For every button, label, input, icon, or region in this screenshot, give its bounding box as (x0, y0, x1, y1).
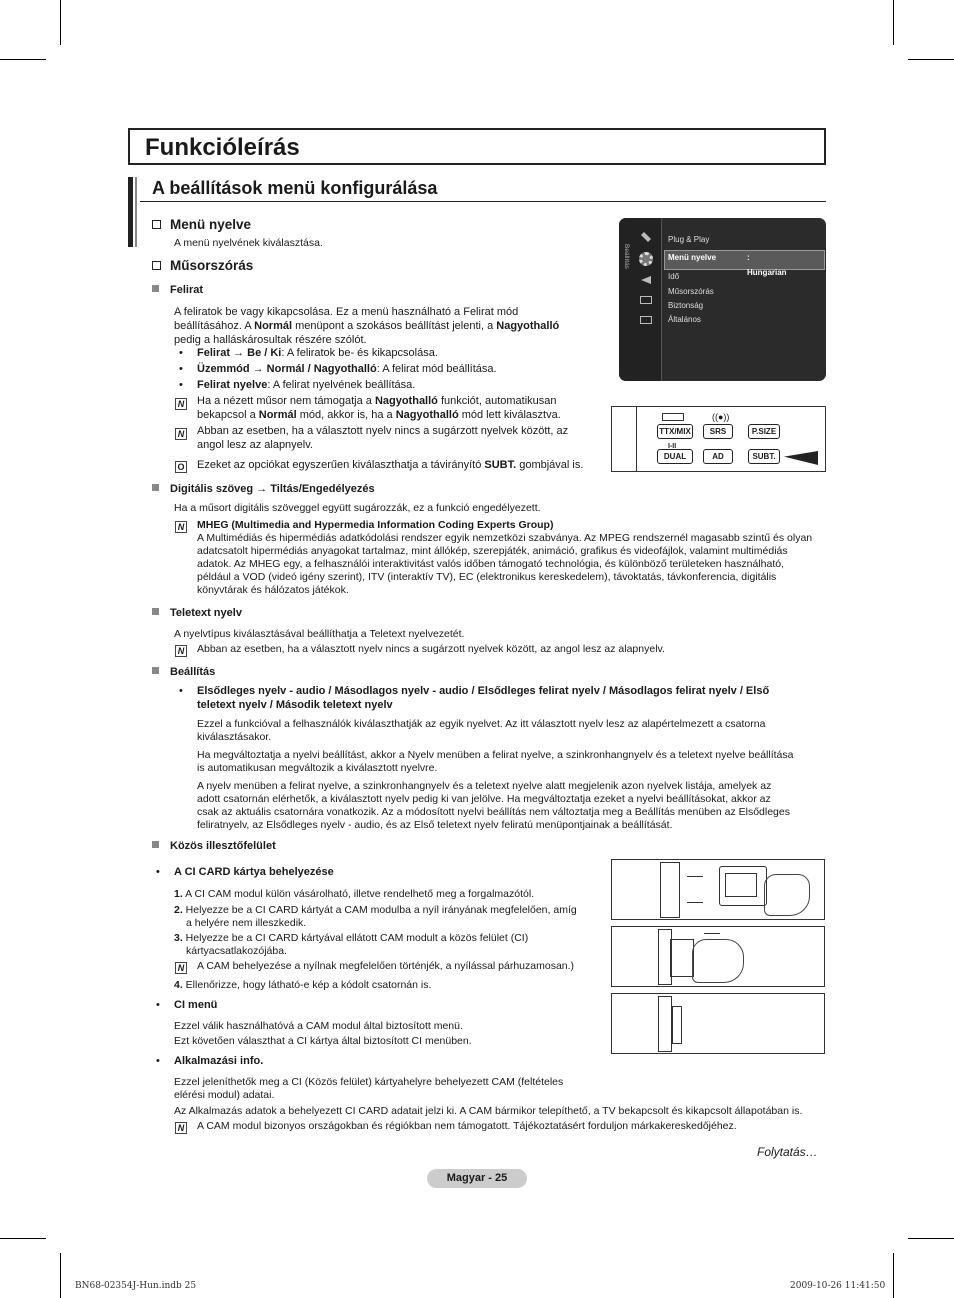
ci-menu-p1: Ezzel válik használhatóvá a CAM modul által biztosított menü. (174, 1020, 463, 1032)
cam-insert-illustration (611, 926, 825, 987)
square-bullet-icon (152, 484, 159, 491)
remote-note-icon: O (175, 459, 187, 473)
menu-item-broadcast[interactable]: Műsorszórás (668, 287, 714, 296)
srs-icon: ((●)) (712, 412, 730, 422)
app-info-heading: Alkalmazási info. (174, 1055, 264, 1067)
subtitle-p1b: beállításához. A Normál menüpont a szokásos beállítást jelenti, a Nagyothalló (174, 320, 560, 332)
broadcast-heading: Műsorszórás (152, 258, 253, 274)
crop-mark (60, 0, 61, 45)
digital-text-heading: Digitális szöveg → Tiltás/Engedélyezés (152, 483, 375, 496)
hand-icon (764, 874, 810, 916)
mheg-line2: adatcsatolt hipermédiás anyagokat tartalmaz, mint állókép, szerepjáték, animáció, grafikus és videofájlok, valamint multimédiás (197, 545, 788, 557)
settings-heading: Beállítás (152, 666, 215, 679)
gear-icon (639, 252, 653, 266)
ci-step3a: 3. Helyezze be a CI CARD kártyával ellátott CAM modult a közös felület (CI) (174, 932, 529, 944)
cam-module-shape (660, 862, 680, 918)
section-bar (128, 177, 133, 247)
teletext-p1: A nyelvtípus kiválasztásával beállíthatja a Teletext nyelvezetét. (174, 628, 465, 640)
menu-item-general[interactable]: Általános (668, 315, 701, 324)
dual-label: I-II (668, 443, 677, 450)
crop-mark (0, 59, 46, 60)
bullet-dot: • (179, 685, 183, 697)
bullet-dot: • (179, 363, 183, 375)
menu-divider (661, 218, 662, 381)
page-number-badge: Magyar - 25 (427, 1169, 527, 1188)
menu-item-plug-play[interactable]: Plug & Play (668, 235, 710, 244)
psize-button[interactable]: P.SIZE (748, 424, 780, 439)
subtitle-mode: Üzemmód → Normál / Nagyothalló: A felirat mód beállítása. (197, 363, 497, 375)
settings-p1a: Ezzel a funkcióval a felhasználók kiválaszthatják az egyik nyelvet. Az itt választott nyelv lesz az alapértelmezett a csatorna (197, 718, 766, 730)
subtitle-onoff: Felirat → Be / Ki: A feliratok be- és kikapcsolása. (197, 347, 438, 359)
continued-label: Folytatás… (757, 1145, 818, 1159)
ci-slot-shape (658, 996, 672, 1052)
settings-p3b: adott csatornán elérhetők, a kiválasztott nyelv pedig ki van jelölve. Ha megváltoztatja ezeket a nyelvi beállításokat, akkor az (197, 793, 771, 805)
ci-card-heading: A CI CARD kártya behelyezése (174, 866, 334, 878)
subtitle-note1b: bekapcsol a Normál mód, akkor is, ha a Nagyothalló mód lett kiválasztva. (197, 409, 561, 421)
ttx-mix-button[interactable]: TTX/MIX (657, 424, 693, 439)
mheg-line4: például a VOD (videó igény szerint), ITV (interaktív TV), EC (elektronikus kereskedelem), távoktatás, távkonferencia, digitális (197, 571, 777, 583)
common-interface-heading: Közös illesztőfelület (152, 840, 276, 853)
crop-mark (0, 1238, 46, 1239)
footer-file: BN68-02354J-Hun.indb 25 (75, 1281, 197, 1291)
mheg-line3: adatok. Az MHEG egy, a felhasználói interaktivitást valós időben támogató technológia, és különböző területeken használható, (197, 558, 784, 570)
subtitle-note2b: angol lesz az alapnyelv. (197, 439, 313, 451)
digital-text-p1: Ha a műsort digitális szöveggel együtt sugározzák, ez a funkció engedélyezett. (174, 502, 541, 514)
note-icon: N (175, 426, 187, 440)
checkbox-icon (152, 261, 161, 270)
bullet-dot: • (179, 347, 183, 359)
cam-module-shape (670, 939, 694, 977)
application-icon (640, 316, 652, 324)
settings-menu-screen (619, 218, 826, 381)
bullet-dot: • (156, 999, 160, 1011)
note-icon: N (175, 396, 187, 410)
settings-lang-line2: teletext nyelv / Második teletext nyelv (197, 699, 393, 711)
page-title-box (128, 128, 826, 165)
remote-edge (636, 407, 637, 471)
subtitle-note3: Ezeket az opciókat egyszerűen kiválaszthatja a távirányító SUBT. gombjával is. (197, 459, 584, 471)
subtitle-language: Felirat nyelve: A felirat nyelvének beállítása. (197, 379, 416, 391)
srs-button[interactable]: SRS (703, 424, 733, 439)
subtitle-p1a: A feliratok be vagy kikapcsolása. Ez a menü használható a Felirat mód (174, 306, 519, 318)
ci-card-insert-illustration (611, 859, 825, 920)
dual-button[interactable]: DUAL (657, 449, 693, 464)
ci-menu-heading: CI menü (174, 999, 218, 1011)
subtitle-heading: Felirat (152, 284, 203, 297)
menu-items (668, 233, 787, 327)
settings-p2b: is automatikusan megváltozik a kiválasztott nyelvre. (197, 762, 438, 774)
crop-mark (893, 0, 894, 45)
section-divider (140, 201, 826, 202)
hand-icon (692, 939, 744, 983)
arrow-icon (687, 902, 703, 903)
subtitle-p1c: pedig a halláskárosultak részére szólót. (174, 334, 367, 346)
note-icon: N (175, 643, 187, 657)
note-icon: N (175, 960, 187, 974)
ci-step4: 4. Ellenőrizze, hogy látható-e kép a kódolt csatornán is. (174, 979, 432, 991)
square-bullet-icon (152, 608, 159, 615)
menu-item-menu-language[interactable]: Menü nyelve : Hungarian (668, 251, 716, 270)
note-icon: N (175, 1120, 187, 1134)
crop-mark (908, 1238, 954, 1239)
checkbox-icon (152, 220, 161, 229)
section-title: A beállítások menü konfigurálása (152, 178, 438, 198)
crop-mark (908, 59, 954, 60)
menu-item-security[interactable]: Biztonság (668, 301, 704, 310)
page-title: Funkcióleírás (145, 134, 300, 161)
crop-mark (893, 1253, 894, 1298)
square-bullet-icon (152, 667, 159, 674)
ci-note1: A CAM behelyezése a nyílnak megfelelően történjék, a nyílással párhuzamosan.) (197, 960, 575, 972)
subtitle-note1a: Ha a nézett műsor nem támogatja a Nagyothalló funkciót, automatikusan (197, 395, 557, 407)
remote-illustration (611, 406, 826, 472)
picture-icon (640, 296, 652, 304)
settings-lang-line1: Elsődleges nyelv - audio / Másodlagos nyelv - audio / Elsődleges felirat nyelv / Másodlagos felirat nyelv / Első (197, 685, 770, 697)
cam-inserted-illustration (611, 993, 825, 1054)
settings-p2a: Ha megváltoztatja a nyelvi beállítást, akkor a Nyelv menüben a felirat nyelve, a szinkronhangnyelv és a teletext nyelve beállítása (197, 749, 794, 761)
cam-module-shape (672, 1006, 682, 1044)
section-bar-thin (135, 177, 137, 247)
settings-p3d: feliratnyelv, az Elsődleges nyelv - audio, és az Első teletext nyelv feliratú menüpontjainak a beállítását. (197, 819, 673, 831)
app-info-p1b: elérési modul) adatai. (174, 1089, 275, 1101)
ci-card-chip (725, 873, 757, 897)
menu-language-heading: Menü nyelve (152, 217, 251, 233)
subtitle-note2a: Abban az esetben, ha a választott nyelv nincs a sugárzott nyelvek között, az (197, 425, 569, 437)
mheg-title: MHEG (Multimedia and Hypermedia Information Coding Experts Group) (197, 519, 554, 531)
square-bullet-icon (152, 285, 159, 292)
ci-step1: 1. A CI CAM modul külön vásárolható, illetve rendelhető meg a forgalmazótól. (174, 888, 535, 900)
bullet-dot: • (156, 866, 160, 878)
menu-side-label: Beállítás (623, 244, 630, 269)
footer-timestamp: 2009-10-26 11:41:50 (790, 1281, 886, 1291)
mheg-line1: A Multimédiás és hipermédiás adatkódolási rendszer egyik nemzetközi szabványa. Az MPEG rendszernél magasabb szintű és olyan (197, 532, 813, 544)
settings-p3c: csak az aktuális csatornára vonatkozik. Az a módosított nyelvi beállítás nem változtatja meg a Beállítás menüben az Elsődleges (197, 806, 790, 818)
ci-step2a: 2. Helyezze be a CI CARD kártyát a CAM modulba a nyíl irányának megfelelően, amíg (174, 904, 577, 916)
ci-step2b: a helyére nem illeszkedik. (186, 917, 307, 929)
note-icon: N (175, 519, 187, 533)
mheg-line5: könyvtárak és hálózatos játékok. (197, 584, 349, 596)
ci-step3b: kártyacsatlakozójába. (186, 945, 287, 957)
app-info-p1a: Ezzel jeleníthetők meg a CI (Közös felület) kártyahelyre behelyezett CAM (feltételes (174, 1076, 564, 1088)
ci-menu-p2: Ezt követően választhat a CI kártya által biztosított CI menüben. (174, 1035, 472, 1047)
arrow-icon (784, 451, 818, 465)
crop-mark (60, 1253, 61, 1298)
menu-language-desc: A menü nyelvének kiválasztása. (174, 237, 323, 249)
ttx-icon (662, 413, 684, 421)
menu-item-time[interactable]: Idő (668, 272, 680, 281)
menu-language-value: : Hungarian (747, 253, 787, 277)
ad-button[interactable]: AD (703, 449, 733, 464)
square-bullet-icon (152, 841, 159, 848)
settings-p3a: A nyelv menüben a felirat nyelve, a szinkronhangnyelv és a teletext nyelve alatt megjelenik azon nyelvek listája, amelyek az (197, 780, 772, 792)
arrow-icon (704, 933, 720, 934)
teletext-heading: Teletext nyelv (152, 607, 242, 620)
app-info-note: A CAM modul bizonyos országokban és régiókban nem támogatott. Tájékoztatásért forduljon márkakereskedőjéhez. (197, 1120, 737, 1132)
app-info-p2: Az Alkalmazás adatok a behelyezett CI CARD adatait jelzi ki. A CAM bármikor telepíthető, a TV bekapcsolt és kikapcsolt állapotában is. (174, 1105, 803, 1117)
teletext-note: Abban az esetben, ha a választott nyelv nincs a sugárzott nyelvek között, az angol lesz az alapnyelv. (197, 643, 665, 655)
bullet-dot: • (156, 1055, 160, 1067)
subt-button[interactable]: SUBT. (748, 449, 780, 464)
arrow-icon (687, 876, 703, 877)
settings-p1b: kiválasztásakor. (197, 731, 272, 743)
bullet-dot: • (179, 379, 183, 391)
